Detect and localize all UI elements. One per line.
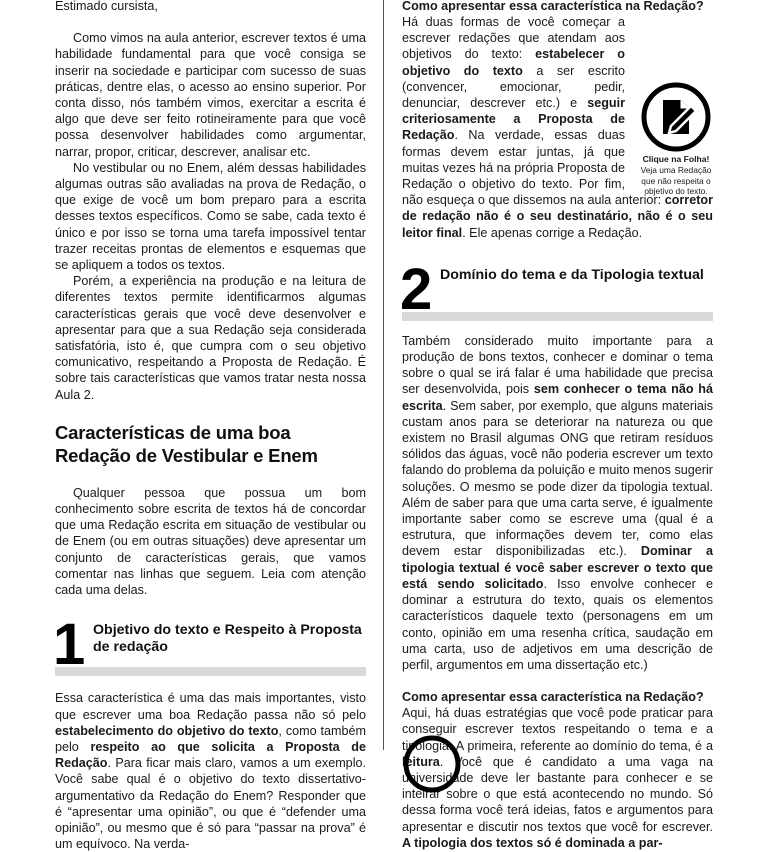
text-span: Também considerado muito importante para a produção de bons textos, conhecer e dominar o tema sobre o qual se irá falar é uma habilidade que precisa ser desenvolvida, pois xyxy=(402,333,713,397)
section-2-bar xyxy=(402,312,713,321)
characteristics-intro: Qualquer pessoa que possua um bom conhecimento sobre escrita de textos há de concordar que uma Redação escrita em situação de vestibular ou de Enem (ou em outras situações) deve apresentar um conjunto de características gerais, que vamos comentar nas linhas que seguem. Leia com atenção cada uma delas. xyxy=(55,485,366,598)
bold-span: sem conhecer o tema não há escrita xyxy=(402,382,713,413)
section-1-number: 1 xyxy=(53,612,86,678)
bold-span: estabelecer o objetivo do texto xyxy=(402,47,625,78)
text-span: a ser escrito (convencer, emocionar, pedir, denunciar, descrever etc.) e xyxy=(402,63,625,111)
section-heading: Características de uma boa Redação de Vestibular e Enem xyxy=(55,421,318,466)
how-to-paragraph-2 xyxy=(402,705,713,851)
clique-description: Veja uma Redação que não respeita o objetivo do texto. xyxy=(640,165,712,196)
text-span: , como também pelo xyxy=(55,723,366,754)
how-to-heading-2: Como apresentar essa característica na Redação? xyxy=(402,690,704,705)
intro-paragraph-2: No vestibular ou no Enem, além dessas habilidades algumas outras são avaliadas na prova de Redação, o que exige de você um bom preparo para a escrita desses textos específicos. Como se sabe, cada texto é único e por isso se torna uma tarefa impossível tentar trazer receitas prontas de elementos e esquemas que se apliquem a todos os textos. xyxy=(55,160,366,273)
bold-span: estabelecimento do objetivo do texto xyxy=(55,723,279,738)
intro-paragraph-1: Como vimos na aula anterior, escrever textos é uma habilidade fundamental para que você consiga se inserir na sociedade e participar com sucesso de suas práticas, dentre elas, o acesso ao ensino superior. Por conta disso, nós também vimos, exercitar a escrita é algo que deve ser feito rotineiramente para que você possa desenvolver habilidades como argumentar, narrar, propor, criticar, descrever, analisar etc. xyxy=(55,31,366,159)
section-2-header xyxy=(400,256,713,322)
clique-title: Clique na Folha! xyxy=(642,154,710,164)
bold-span: leitura xyxy=(402,754,440,769)
bold-span: respeito ao que solicita a Proposta de Redação xyxy=(55,739,367,771)
column-divider xyxy=(383,0,384,750)
section-2-title: Domínio do tema e da Tipologia textual xyxy=(440,266,704,283)
intro-paragraph-3: Porém, a experiência na produção e na leitura de diferentes textos permite identificarmos algumas características gerais que você deve desenvolver e apresentar para que a sua Redação seja considerada satisfatória, isto é, que cumpra com o seu objetivo comunicativo, respeitando a Proposta de Redação. É sobre tais características que vamos tratar nesta nossa Aula 2. xyxy=(55,274,366,402)
section-2-number: 2 xyxy=(400,256,433,322)
greeting: Estimado cursista, xyxy=(55,0,158,13)
text-span: . Ele apenas corrige a Redação. xyxy=(462,225,643,240)
section-1-title: Objetivo do texto e Respeito à Proposta de redação xyxy=(93,622,362,655)
clique-na-folha-callout[interactable] xyxy=(638,82,714,197)
text-span: . Sem saber, por exemplo, que alguns materiais custam anos para se deteriorar na natureza ou que existem no Brasil algumas ONG que retiram resíduos sólidos das águas, você não poderia escrever um texto falando do problema da poluição e muito menos sugerir soluções. O mesmo se pode dizer da tipologia textual. Além de saber para que uma carta serve, é igualmente importante saber como se escreve uma (qual é a estrutura, que informações devem ter, como elas devem estar disponibilizadas etc.). xyxy=(402,398,713,559)
text-span: . Na verdade, essas duas formas devem estar juntas, já que muitas vezes há na própria Proposta de Redação o objetivo do texto. Por fim, não esqueça o que dissemos na aula anterior: xyxy=(402,128,665,208)
section-2-paragraph xyxy=(402,333,713,673)
left-column xyxy=(55,0,366,852)
bold-span: seguir criteriosamente a Proposta de Redação xyxy=(402,96,625,143)
section-1-header xyxy=(53,612,366,678)
bold-span: A tipologia dos textos só é dominada a par- xyxy=(402,835,663,850)
section-1-bar xyxy=(55,667,366,676)
text-span: Há duas formas de você começar a escrever redações que atendam aos objetivos do texto: xyxy=(402,15,625,62)
text-span: Aqui, há duas estratégias que você pode praticar para conseguir escrever textos respeitando o tema e a tipologia. A primeira, referente ao domínio do tema, é a xyxy=(402,706,713,753)
text-span: . Para ficar mais claro, vamos a um exemplo. Você sabe qual é o objetivo do texto dissertativo-argumentativo da Redação do Enem? Responder que é “apresentar uma opinião”, ou que é “defender uma opinião”, ou mesmo que é só para “passar na prova” é um equívoco. Na verda- xyxy=(55,756,366,852)
text-span: . Isso envolve conhecer e dominar a estrutura do texto, quais os elementos característicos daquele texto (personagens em um conto, opinião em uma resenha crítica, saudação em uma carta, uso de adjetivos em uma descrição de perfil, argumentos em uma dissertação etc.) xyxy=(402,576,714,672)
bold-span: corretor de redação não é o seu destinatário, não é o seu leitor final xyxy=(402,193,713,240)
text-span: . Você que é candidato a uma vaga na universidade deve ler bastante para conhecer e se inteirar sobre o que está acontecendo no mundo. Só dessa forma você terá ideias, fatos e argumentos para apresentar e discutir nos textos que você for escrever. xyxy=(402,754,713,834)
document-pencil-icon[interactable] xyxy=(641,82,711,152)
section-1-paragraph xyxy=(55,690,366,852)
how-to-heading-1: Como apresentar essa característica na Redação? xyxy=(402,0,704,13)
text-span: Essa característica é uma das mais importantes, visto que escrever uma boa Redação passa não só pelo xyxy=(55,691,366,722)
bold-span: Dominar a tipologia textual é você saber escrever o texto que está sendo solicitado xyxy=(402,544,714,591)
partial-bottom-icon xyxy=(402,732,462,772)
